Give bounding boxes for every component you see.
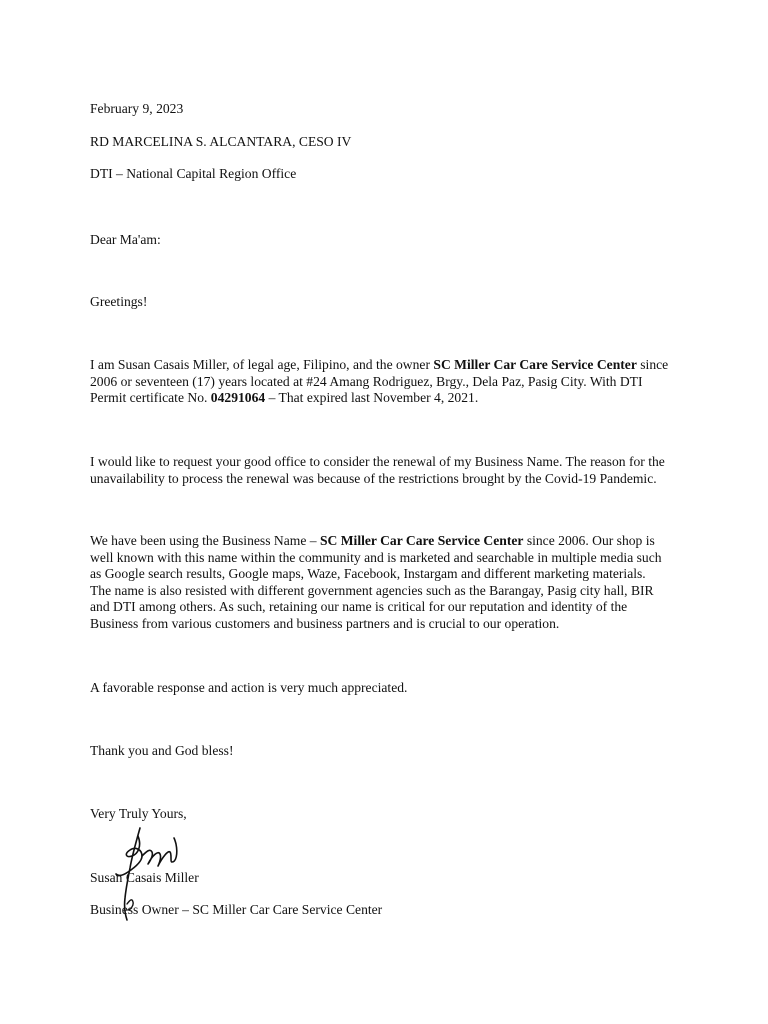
paragraph-appreciation: A favorable response and action is very much appreciated. [90, 680, 408, 695]
signature-icon [112, 822, 192, 922]
signer-title: Business Owner – SC Miller Car Care Service Center [90, 902, 383, 917]
paragraph-line: and DTI among others. As such, retaining our name is critical for our reputation and identity of the [90, 599, 628, 615]
permit-number-bold: 04291064 [210, 390, 266, 406]
paragraph-line: Business from various customers and business partners and is crucial to our operation. [90, 615, 560, 631]
paragraph-introduction [90, 357, 690, 407]
paragraph-line: well known with this name within the community and is marketed and searchable in multiple media such [90, 549, 662, 565]
paragraph-line: I am Susan Casais Miller, of legal age, Filipino, and the owner SC Miller Car Care Service Center since [90, 357, 669, 372]
paragraph-line: Permit certificate No. 04291064 – That expired last November 4, 2021. [90, 390, 479, 406]
business-name-bold: SC Miller Car Care Service Center [433, 357, 637, 372]
paragraph-line: I would like to request your good office to consider the renewal of my Business Name. The reason for the [90, 454, 665, 469]
salutation: Dear Ma'am: [90, 232, 161, 247]
paragraph-line: The name is also resisted with different government agencies such as the Barangay, Pasig city hall, BIR [90, 582, 654, 598]
business-name-bold: SC Miller Car Care Service Center [319, 533, 524, 548]
paragraph-line: unavailability to process the renewal was because of the restrictions brought by the Covid-19 Pandemic. [90, 470, 657, 486]
paragraph-request [90, 454, 690, 487]
handwritten-signature [112, 822, 192, 922]
closing: Very Truly Yours, [90, 806, 187, 821]
paragraph-line: 2006 or seventeen (17) years located at #24 Amang Rodriguez, Brgy., Dela Paz, Pasig City. With DTI [90, 373, 643, 389]
greeting: Greetings! [90, 294, 148, 309]
recipient-office: DTI – National Capital Region Office [90, 166, 297, 181]
paragraph-thanks: Thank you and God bless! [90, 743, 234, 758]
signer-name: Susan Casais Miller [90, 870, 199, 885]
letter-date: February 9, 2023 [90, 101, 184, 116]
paragraph-line: as Google search results, Google maps, Waze, Facebook, Instargam and different marketing materials. [90, 566, 646, 582]
paragraph-justification [90, 533, 690, 633]
paragraph-line: We have been using the Business Name – SC Miller Car Care Service Center since 2006. Our shop is [90, 533, 655, 548]
recipient-name: RD MARCELINA S. ALCANTARA, CESO IV [90, 134, 352, 149]
